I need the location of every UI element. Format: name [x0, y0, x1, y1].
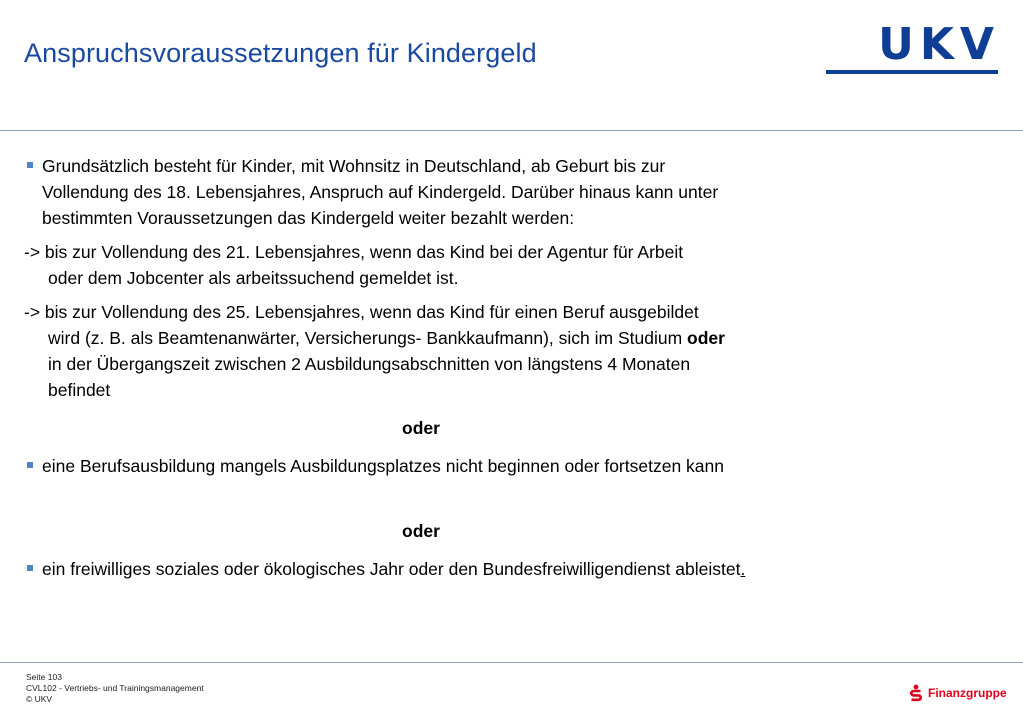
square-bullet-icon [27, 565, 33, 571]
oder-separator-1: oder [402, 418, 440, 438]
arrow-2-line-3: in der Übergangszeit zwischen 2 Ausbildungsabschnitten von längstens 4 Monaten [48, 354, 691, 374]
footer-course: CVL102 - Vertriebs- und Trainingsmanagement [26, 683, 204, 693]
bullet-item-3 [24, 556, 984, 582]
arrow-2-oder-bold: oder [687, 328, 725, 348]
bullet-1-line-1: Grundsätzlich besteht für Kinder, mit Wohnsitz in Deutschland, ab Geburt bis zur [42, 156, 666, 176]
sparkasse-s-icon [908, 684, 924, 702]
footer-page-number: Seite 103 [26, 672, 62, 682]
bullet-1-line-2: Vollendung des 18. Lebensjahres, Anspruch auf Kindergeld. Darüber hinaus kann unter [42, 182, 719, 202]
arrow-item-1 [24, 239, 984, 291]
footer-divider [0, 662, 1023, 663]
bullet-1-line-3: bestimmten Voraussetzungen das Kindergeld weiter bezahlt werden: [42, 208, 575, 228]
footer-info [26, 672, 204, 705]
footer-copyright: © UKV [26, 694, 53, 704]
arrow-2-line-2 [24, 325, 984, 351]
bullet-item-2 [24, 453, 984, 479]
page-title: Anspruchsvoraussetzungen für Kindergeld [24, 38, 537, 68]
arrow-1-line-2: oder dem Jobcenter als arbeitssuchend gemeldet ist. [48, 268, 459, 288]
bullet-3-line [42, 556, 984, 582]
arrow-1-line-1: -> bis zur Vollendung des 21. Lebensjahres, wenn das Kind bei der Agentur für Arbeit [24, 242, 684, 262]
arrow-2-line-1: -> bis zur Vollendung des 25. Lebensjahres, wenn das Kind für einen Beruf ausgebildet [24, 302, 699, 322]
sparkasse-brand [908, 683, 1007, 703]
bullet-2-text: eine Berufsausbildung mangels Ausbildungsplatzes nicht beginnen oder fortsetzen kann [42, 456, 724, 476]
bullet-3-text: ein freiwilliges soziales oder ökologisches Jahr oder den Bundesfreiwilligendienst ableistet [42, 559, 741, 579]
header-divider [0, 130, 1023, 131]
arrow-2-line-4: befindet [48, 380, 111, 400]
oder-separator-2: oder [402, 521, 440, 541]
ukv-logo-underline [826, 70, 998, 74]
ukv-logo-text: UKV [878, 19, 1000, 70]
finanzgruppe-label: Finanzgruppe [928, 686, 1007, 700]
ukv-logo [826, 19, 1000, 74]
square-bullet-icon [27, 162, 33, 168]
bullet-item-1 [24, 153, 984, 231]
arrow-2-line-2-text: wird (z. B. als Beamtenanwärter, Versicherungs- Bankkaufmann), sich im Studium [48, 328, 688, 348]
arrow-item-2 [24, 299, 984, 403]
bullet-3-period: . [740, 559, 746, 579]
slide-content [24, 153, 984, 582]
square-bullet-icon [27, 462, 33, 468]
